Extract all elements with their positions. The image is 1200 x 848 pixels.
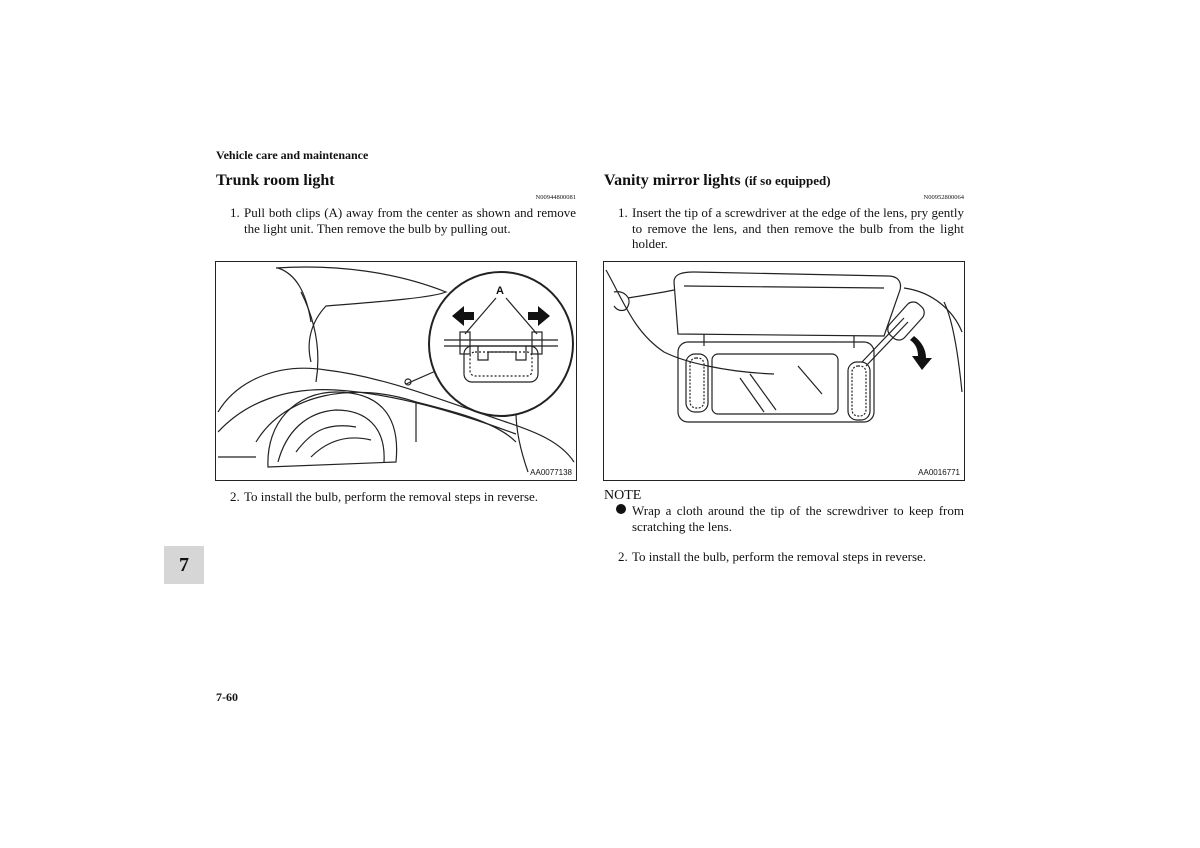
chapter-tab: 7 bbox=[164, 546, 204, 584]
bullet-icon bbox=[616, 504, 626, 514]
clip-label-a: A bbox=[496, 285, 504, 297]
vanity-light-figure bbox=[603, 261, 965, 481]
trunk-light-figure bbox=[215, 261, 577, 481]
vanity-doc-code: N00952800064 bbox=[923, 194, 964, 201]
trunk-step-2 bbox=[230, 489, 576, 505]
step-text: Insert the tip of a screwdriver at the edge of the lens, pry gently to remove the lens, and then remove the bulb from the light holder. bbox=[632, 205, 964, 251]
vanity-mirror-title bbox=[604, 172, 831, 190]
step-number: 1. bbox=[230, 205, 240, 220]
note-title: NOTE bbox=[604, 488, 642, 503]
step-text: To install the bulb, perform the removal steps in reverse. bbox=[244, 489, 539, 504]
step-text: Pull both clips (A) away from the center as shown and remove the light unit. Then remove the bulb by pulling out. bbox=[244, 205, 576, 236]
trunk-doc-code: N00944800081 bbox=[535, 194, 576, 201]
step-number: 2. bbox=[230, 489, 240, 504]
vanity-step-2 bbox=[618, 549, 964, 565]
step-text: To install the bulb, perform the removal steps in reverse. bbox=[632, 549, 927, 564]
trunk-room-light-title: Trunk room light bbox=[216, 172, 335, 189]
vanity-title-text: Vanity mirror lights bbox=[604, 172, 741, 189]
step-number: 1. bbox=[618, 205, 628, 220]
arrow-down-icon bbox=[910, 336, 932, 370]
vanity-step-1 bbox=[618, 205, 964, 252]
section-header: Vehicle care and maintenance bbox=[216, 148, 369, 162]
figure-code: AA0077138 bbox=[530, 468, 572, 477]
vanity-title-suffix: (if so equipped) bbox=[744, 173, 831, 188]
page-number: 7-60 bbox=[216, 690, 238, 704]
note-item bbox=[604, 503, 964, 534]
trunk-step-1 bbox=[230, 205, 576, 236]
figure-code: AA0016771 bbox=[918, 468, 960, 477]
vanity-illustration bbox=[604, 262, 964, 480]
note-text: Wrap a cloth around the tip of the screwdriver to keep from scratching the lens. bbox=[632, 503, 964, 534]
trunk-illustration bbox=[216, 262, 576, 480]
step-number: 2. bbox=[618, 549, 628, 564]
